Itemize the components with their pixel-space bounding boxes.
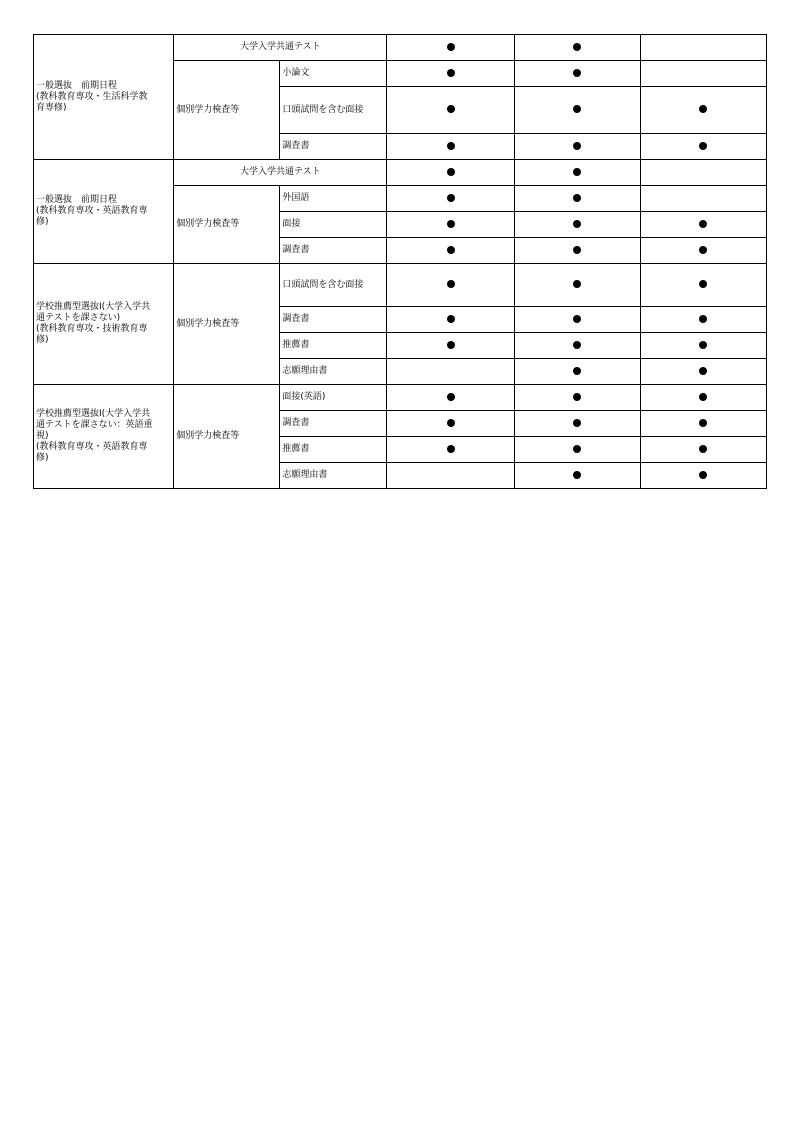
mark-cell: [640, 61, 766, 87]
mark-cell: [387, 134, 514, 160]
mark-cell: [387, 411, 514, 437]
filled-circle-icon: [699, 246, 707, 254]
filled-circle-icon: [447, 69, 455, 77]
table-row: [34, 264, 767, 307]
item-label: 調査書: [280, 134, 387, 160]
mark-cell: [514, 87, 640, 134]
mark-cell: [387, 238, 514, 264]
filled-circle-icon: [447, 341, 455, 349]
mark-cell: [387, 264, 514, 307]
filled-circle-icon: [573, 69, 581, 77]
filled-circle-icon: [447, 315, 455, 323]
table-row: [34, 35, 767, 61]
filled-circle-icon: [573, 194, 581, 202]
table-row: [34, 385, 767, 411]
item-label: 口頭試問を含む面接: [280, 264, 387, 307]
filled-circle-icon: [447, 194, 455, 202]
mark-cell: [640, 307, 766, 333]
filled-circle-icon: [447, 168, 455, 176]
individual-test-label: 個別学力検査等: [174, 264, 280, 385]
mark-cell: [514, 411, 640, 437]
section-title-line: 通テストを課さない：英語重: [36, 420, 153, 430]
mark-cell: [387, 160, 514, 186]
mark-cell: [640, 264, 766, 307]
mark-cell: [514, 463, 640, 489]
individual-test-label: 個別学力検査等: [174, 186, 280, 264]
filled-circle-icon: [573, 393, 581, 401]
section-title-line: (教科教育専攻・技術教育専: [36, 324, 148, 334]
mark-cell: [387, 212, 514, 238]
filled-circle-icon: [447, 142, 455, 150]
filled-circle-icon: [699, 220, 707, 228]
section-title-line: 修): [36, 335, 49, 345]
filled-circle-icon: [699, 419, 707, 427]
filled-circle-icon: [699, 445, 707, 453]
individual-test-label: 個別学力検査等: [174, 61, 280, 160]
filled-circle-icon: [573, 367, 581, 375]
section-title-line: 育専修): [36, 102, 67, 113]
mark-cell: [387, 463, 514, 489]
filled-circle-icon: [573, 168, 581, 176]
filled-circle-icon: [447, 393, 455, 401]
section-title-line: 一般選抜 前期日程: [36, 195, 118, 205]
filled-circle-icon: [573, 246, 581, 254]
mark-cell: [514, 160, 640, 186]
filled-circle-icon: [699, 367, 707, 375]
item-label: 面接: [280, 212, 387, 238]
section-title-line: (教科教育専攻・英語教育専: [36, 206, 148, 216]
item-label: 口頭試問を含む面接: [280, 87, 387, 134]
item-label: 志願理由書: [280, 463, 387, 489]
filled-circle-icon: [573, 315, 581, 323]
filled-circle-icon: [573, 445, 581, 453]
item-label: 外国語: [280, 186, 387, 212]
filled-circle-icon: [699, 315, 707, 323]
mark-cell: [640, 333, 766, 359]
mark-cell: [640, 186, 766, 212]
mark-cell: [640, 359, 766, 385]
filled-circle-icon: [699, 105, 707, 113]
mark-cell: [387, 87, 514, 134]
mark-cell: [640, 160, 766, 186]
section-title-line: 学校推薦型選抜Ⅰ(大学入学共: [36, 409, 151, 419]
mark-cell: [640, 411, 766, 437]
filled-circle-icon: [447, 280, 455, 288]
item-label: 推薦書: [280, 333, 387, 359]
filled-circle-icon: [447, 105, 455, 113]
mark-cell: [640, 134, 766, 160]
mark-cell: [387, 61, 514, 87]
filled-circle-icon: [699, 142, 707, 150]
filled-circle-icon: [573, 419, 581, 427]
mark-cell: [514, 359, 640, 385]
mark-cell: [387, 186, 514, 212]
mark-cell: [514, 212, 640, 238]
mark-cell: [387, 307, 514, 333]
filled-circle-icon: [573, 105, 581, 113]
section-title-2: [34, 160, 174, 264]
mark-cell: [514, 385, 640, 411]
filled-circle-icon: [573, 220, 581, 228]
filled-circle-icon: [447, 246, 455, 254]
mark-cell: [387, 437, 514, 463]
filled-circle-icon: [699, 393, 707, 401]
filled-circle-icon: [573, 280, 581, 288]
common-test-label: 大学入学共通テスト: [174, 35, 387, 61]
section-title-4: [34, 385, 174, 489]
mark-cell: [387, 385, 514, 411]
section-title-line: (教科教育専攻・生活科学教: [36, 91, 148, 102]
section-title-line: 修): [36, 217, 49, 227]
filled-circle-icon: [447, 43, 455, 51]
mark-cell: [514, 61, 640, 87]
section-title-3: [34, 264, 174, 385]
filled-circle-icon: [573, 142, 581, 150]
mark-cell: [640, 463, 766, 489]
mark-cell: [387, 333, 514, 359]
mark-cell: [514, 333, 640, 359]
filled-circle-icon: [447, 220, 455, 228]
mark-cell: [640, 35, 766, 61]
item-label: 小論文: [280, 61, 387, 87]
mark-cell: [514, 307, 640, 333]
common-test-label: 大学入学共通テスト: [174, 160, 387, 186]
section-title-line: (教科教育専攻・英語教育専: [36, 442, 148, 452]
mark-cell: [514, 238, 640, 264]
mark-cell: [640, 212, 766, 238]
admission-criteria-table: [33, 34, 767, 489]
item-label: 調査書: [280, 411, 387, 437]
mark-cell: [514, 186, 640, 212]
item-label: 調査書: [280, 238, 387, 264]
section-title-line: 修): [36, 453, 49, 463]
item-label: 志願理由書: [280, 359, 387, 385]
mark-cell: [387, 35, 514, 61]
section-title-line: 一般選抜 前期日程: [36, 80, 118, 91]
individual-test-label: 個別学力検査等: [174, 385, 280, 489]
filled-circle-icon: [699, 280, 707, 288]
filled-circle-icon: [699, 341, 707, 349]
mark-cell: [640, 238, 766, 264]
mark-cell: [640, 87, 766, 134]
item-label: 調査書: [280, 307, 387, 333]
filled-circle-icon: [699, 471, 707, 479]
section-title-line: 学校推薦型選抜Ⅰ(大学入学共: [36, 302, 151, 312]
section-title-line: 視): [36, 431, 49, 441]
section-title-1: [34, 35, 174, 160]
item-label: 推薦書: [280, 437, 387, 463]
filled-circle-icon: [573, 341, 581, 349]
mark-cell: [514, 437, 640, 463]
filled-circle-icon: [447, 445, 455, 453]
mark-cell: [640, 437, 766, 463]
mark-cell: [640, 385, 766, 411]
item-label: 面接(英語): [280, 385, 387, 411]
mark-cell: [514, 134, 640, 160]
mark-cell: [514, 35, 640, 61]
mark-cell: [387, 359, 514, 385]
filled-circle-icon: [573, 471, 581, 479]
mark-cell: [514, 264, 640, 307]
filled-circle-icon: [447, 419, 455, 427]
section-title-line: 通テストを課さない): [36, 313, 121, 323]
filled-circle-icon: [573, 43, 581, 51]
table-row: [34, 160, 767, 186]
